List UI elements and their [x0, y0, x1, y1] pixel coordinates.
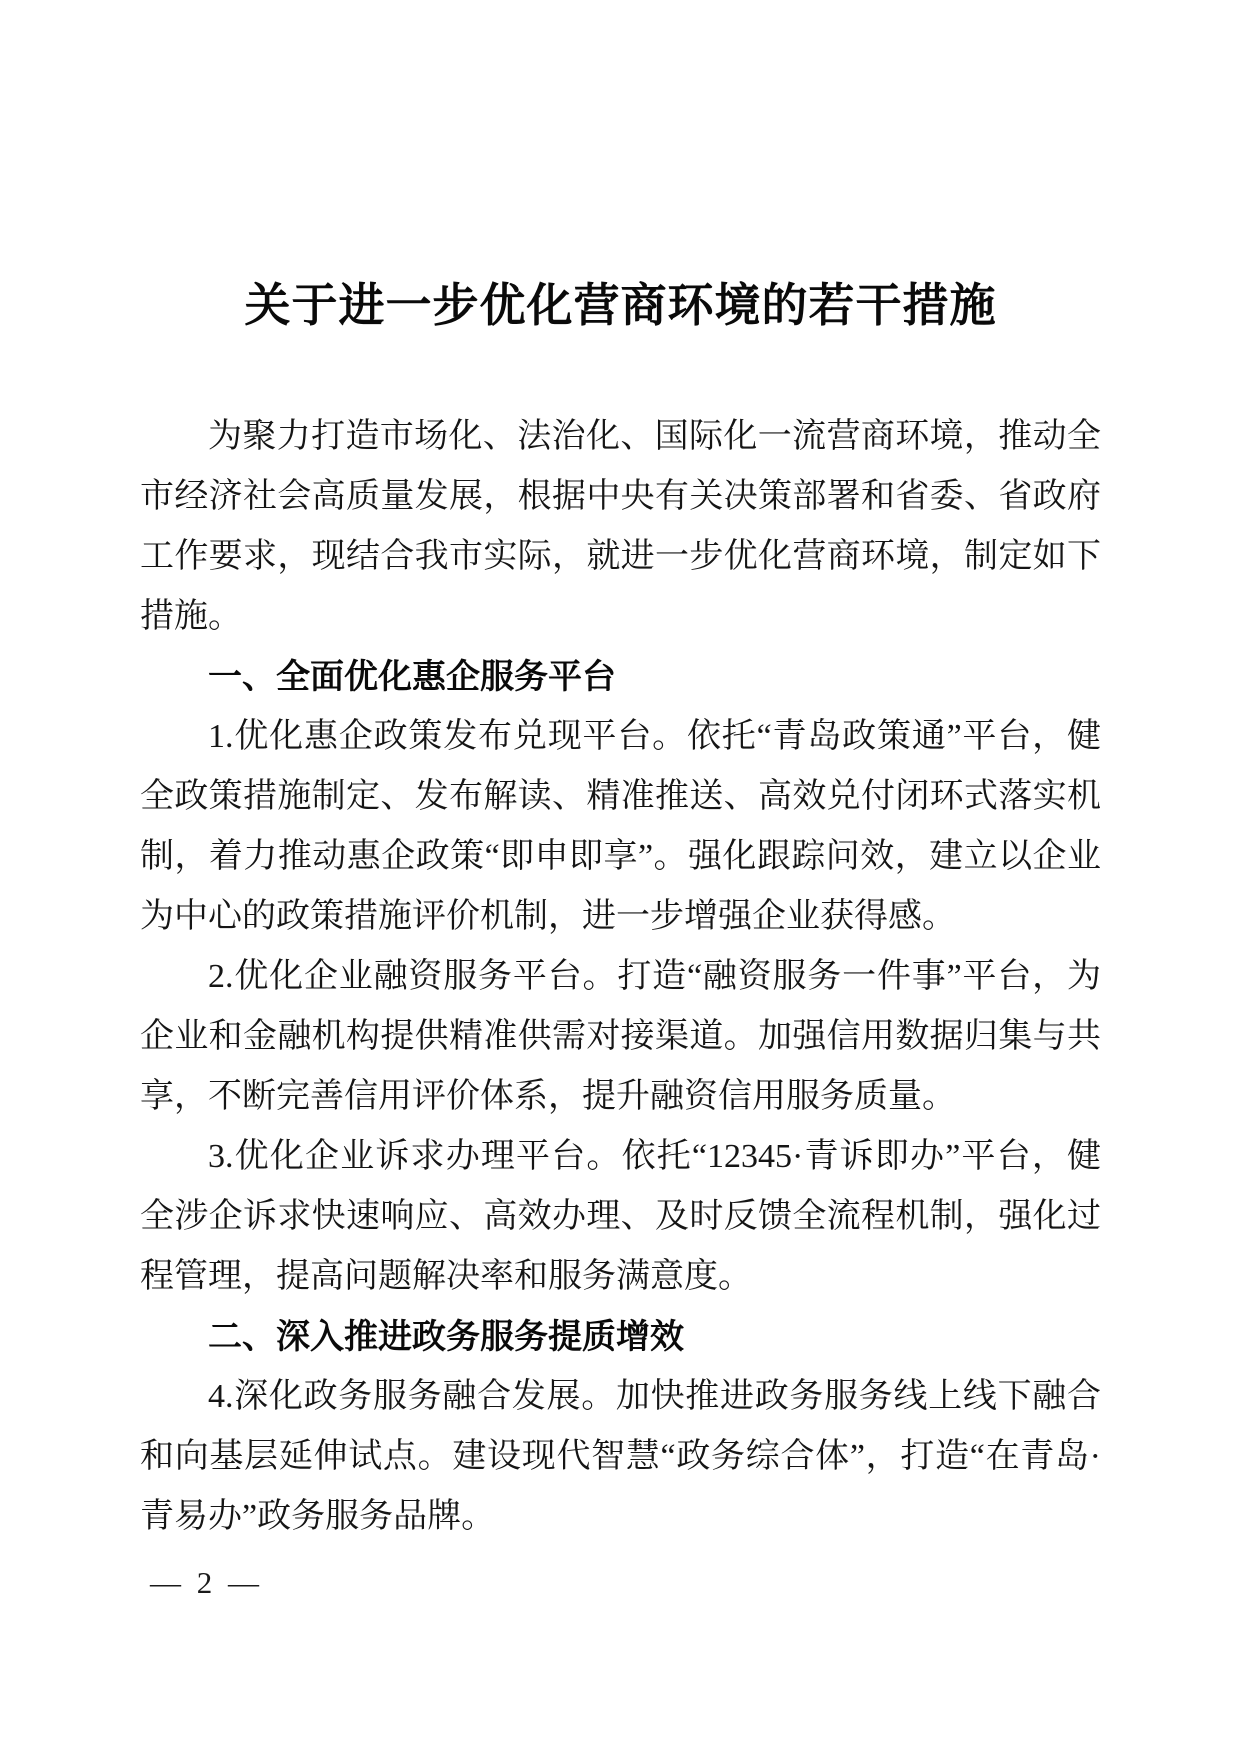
section-1-paragraph-3: 3.优化企业诉求办理平台。依托“12345·青诉即办”平台，健全涉企诉求快速响应、高效办理、及时反馈全流程机制，强化过程管理，提高问题解决率和服务满意度。 — [140, 1138, 1101, 1295]
section-2-paragraph-1: 4.深化政务服务融合发展。加快推进政务服务线上线下融合和向基层延伸试点。建设现代智慧“政务综合体”，打造“在青岛·青易办”政务服务品牌。 — [140, 1378, 1101, 1535]
section-1-paragraph-2: 2.优化企业融资服务平台。打造“融资服务一件事”平台，为企业和金融机构提供精准供需对接渠道。加强信用数据归集与共享，不断完善信用评价体系，提升融资信用服务质量。 — [140, 958, 1101, 1115]
document-title: 关于进一步优化营商环境的若干措施 — [244, 280, 997, 331]
intro-paragraph: 为聚力打造市场化、法治化、国际化一流营商环境，推动全市经济社会高质量发展，根据中央有关决策部署和省委、省政府工作要求，现结合我市实际，就进一步优化营商环境，制定如下措施。 — [140, 418, 1101, 635]
page-number: — 2 — — [150, 1565, 263, 1600]
section-1-paragraph-1: 1.优化惠企政策发布兑现平台。依托“青岛政策通”平台，健全政策措施制定、发布解读、精准推送、高效兑付闭环式落实机制，着力推动惠企政策“即申即享”。强化跟踪问效，建立以企业为中心的政策措施评价机制，进一步增强企业获得感。 — [140, 718, 1101, 935]
section-heading-1: 一、全面优化惠企服务平台 — [208, 658, 616, 696]
section-heading-2: 二、深入推进政务服务提质增效 — [208, 1318, 684, 1356]
